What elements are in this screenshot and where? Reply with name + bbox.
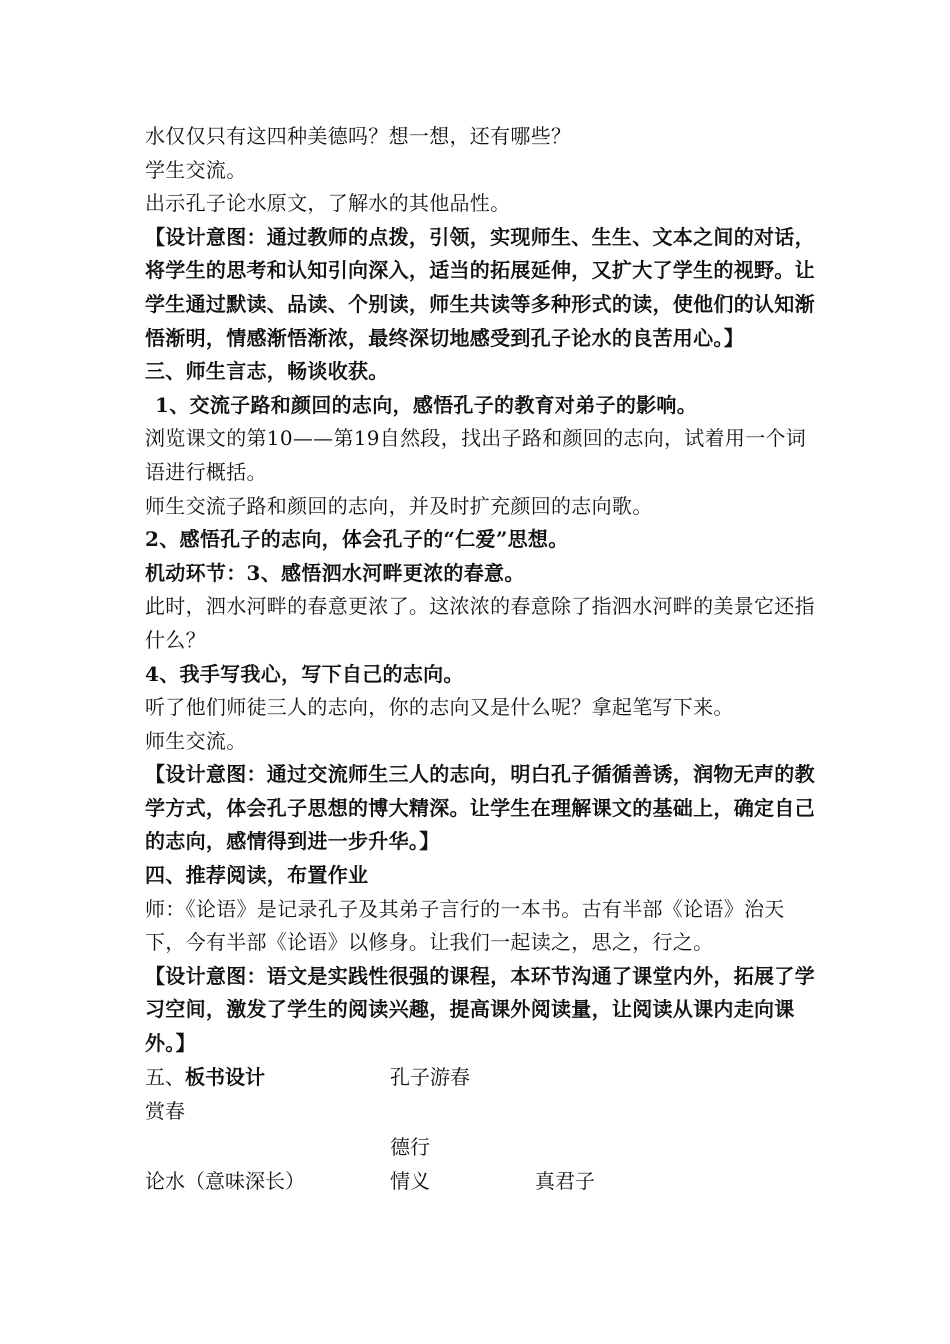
design-intent-1: 【设计意图：通过教师的点拨，引领，实现师生、生生、文本之间的对话，将学生的思考和认知引向深入，适当的拓展延伸，又扩大了学生的视野。让学生通过默读、品读、个别读，师生共读等多种形式的读，使他们的认知渐悟渐明，情感渐悟渐浓，最终深切地感受到孔子论水的良苦用心。】 <box>145 224 815 350</box>
paragraph: 听了他们师徒三人的志向，你的志向又是什么呢？拿起笔写下来。 <box>145 695 734 720</box>
design-intent-2: 【设计意图：通过交流师生三人的志向，明白孔子循循善诱，润物无声的教学方式，体会孔子思想的博大精深。让学生在理解课文的基础上，确定自己的志向，感情得到进一步升华。】 <box>145 762 815 854</box>
board-title: 孔子游春 <box>390 1064 470 1089</box>
board-item-appreciate-spring: 赏春 <box>145 1098 185 1123</box>
subheading-4: 4、我手写我心，写下自己的志向。 <box>145 661 464 686</box>
board-item-friendship: 情义 <box>390 1168 430 1193</box>
paragraph: 师生交流。 <box>145 728 247 753</box>
board-item-discuss-water: 论水（意味深长） <box>145 1168 305 1193</box>
board-item-true-gentleman: 真君子 <box>535 1168 595 1193</box>
subheading-2: 2、感悟孔子的志向，体会孔子的“仁爱”思想。 <box>145 527 569 552</box>
paragraph: 学生交流。 <box>145 157 247 182</box>
subheading-1: 1、交流子路和颜回的志向，感悟孔子的教育对弟子的影响。 <box>155 392 698 417</box>
board-heading: 五、板书设计 <box>145 1064 265 1089</box>
subheading-3: 机动环节：3、感悟泗水河畔更浓的春意。 <box>145 560 525 585</box>
paragraph: 出示孔子论水原文，了解水的其他品性。 <box>145 191 511 216</box>
paragraph: 师：《论语》是记录孔子及其弟子言行的一本书。古有半部《论语》治天下，今有半部《论语》以修身。让我们一起读之，思之，行之。 <box>145 896 785 955</box>
paragraph: 浏览课文的第10——第19自然段，找出子路和颜回的志向，试着用一个词语进行概括。 <box>145 426 807 484</box>
blackboard-design <box>145 1061 825 1201</box>
section-heading-3: 三、师生言志，畅谈收获。 <box>145 359 389 384</box>
document-body <box>145 120 825 1201</box>
board-item-virtue: 德行 <box>390 1134 430 1159</box>
paragraph: 师生交流子路和颜回的志向，并及时扩充颜回的志向歌。 <box>145 493 653 518</box>
paragraph: 此时，泗水河畔的春意更浓了。这浓浓的春意除了指泗水河畔的美景它还指什么？ <box>145 594 815 652</box>
section-heading-4: 四、推荐阅读，布置作业 <box>145 863 369 888</box>
paragraph: 水仅仅只有这四种美德吗？想一想，还有哪些？ <box>145 124 572 148</box>
design-intent-3: 【设计意图：语文是实践性很强的课程，本环节沟通了课堂内外，拓展了学习空间，激发了学生的阅读兴趣，提高课外阅读量，让阅读从课内走向课外。】 <box>145 963 815 1056</box>
